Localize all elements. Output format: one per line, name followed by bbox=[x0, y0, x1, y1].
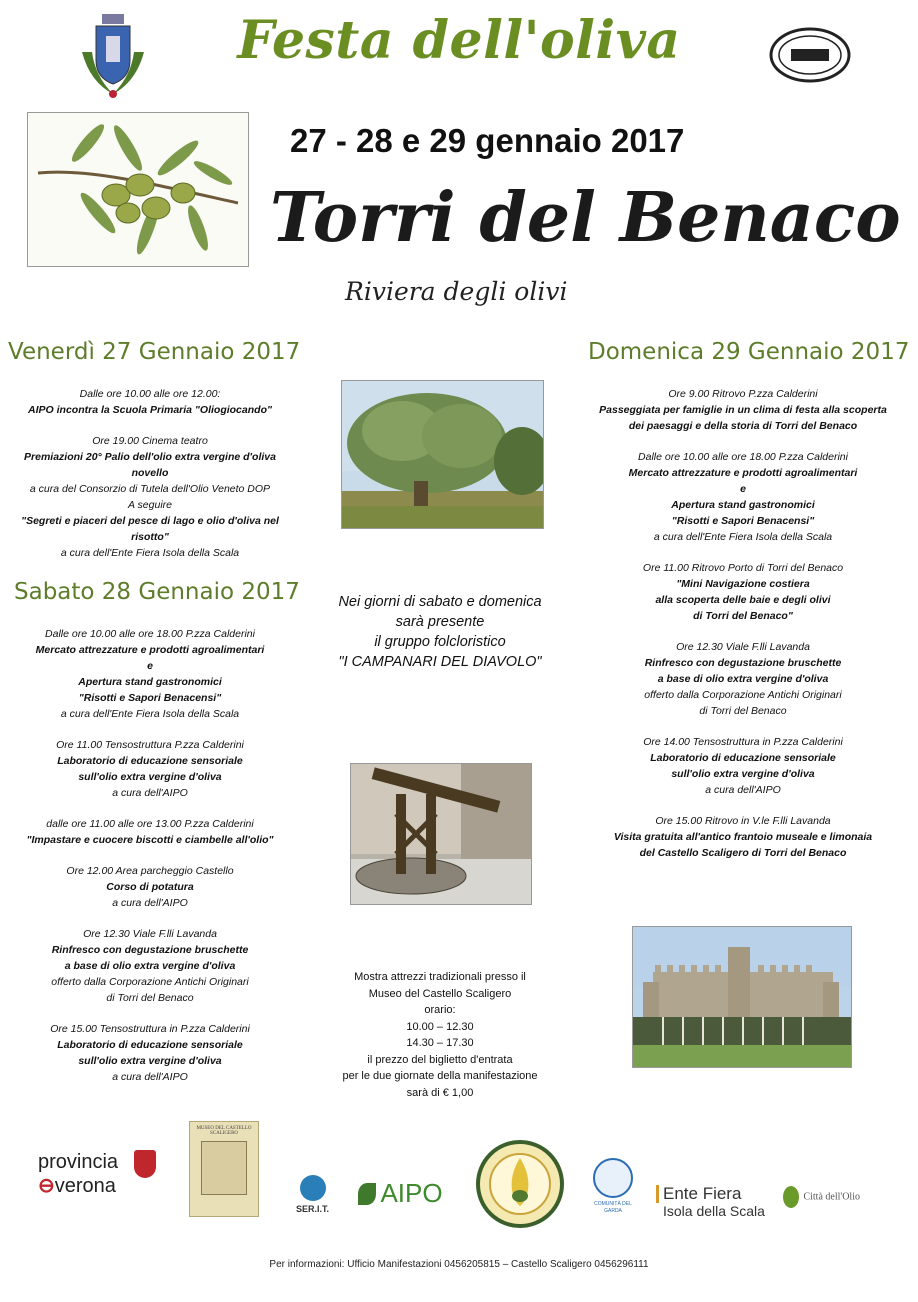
event-block: Dalle ore 10.00 alle ore 12.00: AIPO incontra la Scuola Primaria "Oliogiocando" bbox=[28, 388, 272, 416]
citta-olio-logo: Città dell'Olio bbox=[783, 1186, 883, 1226]
sunday-heading: Domenica 29 Gennaio 2017 bbox=[588, 339, 910, 365]
event-block: Dalle ore 10.00 alle ore 18.00 P.zza Calderini Mercato attrezzature e prodotti agroalimentari e Apertura stand gastronomici "Risotti e Sapori Benacensi" a cura dell'Ente Fiera Isola della Scala bbox=[628, 451, 858, 543]
comunita-garda-logo: COMUNITÀ DEL GARDA bbox=[590, 1158, 636, 1220]
event-block: Dalle ore 10.00 alle ore 18.00 P.zza Calderini Mercato attrezzature e prodotti agroalimentari e Apertura stand gastronomici "Risotti e Sapori Benacensi" a cura dell'Ente Fiera Isola della Scala bbox=[35, 628, 265, 720]
olive-press-photo bbox=[350, 763, 532, 905]
friday-program bbox=[0, 386, 300, 576]
event-block: Ore 12.30 Viale F.lli Lavanda Rinfresco con degustazione bruschette a base di olio extra vergine d'oliva offerto dalla Corporazione Antichi Originari di Torri del Benaco bbox=[644, 641, 842, 717]
event-block: Ore 11.00 Tensostruttura P.zza Calderini Laboratorio di educazione sensoriale sull'olio extra vergine d'oliva a cura dell'AIPO bbox=[56, 739, 244, 799]
event-block: Ore 9.00 Ritrovo P.zza Calderini Passeggiata per famiglie in un clima di festa alla scoperta dei paesaggi e della storia di Torri del Benaco bbox=[599, 388, 887, 432]
consortium-emblem bbox=[476, 1140, 564, 1228]
friday-heading: Venerdì 27 Gennaio 2017 bbox=[8, 339, 301, 365]
sunday-program bbox=[578, 386, 908, 876]
event-block: Ore 14.00 Tensostruttura in P.zza Calderini Laboratorio di educazione sensoriale sull'olio extra vergine d'oliva a cura dell'AIPO bbox=[643, 736, 843, 796]
serit-icon bbox=[300, 1175, 326, 1201]
olive-icon bbox=[783, 1186, 799, 1208]
olive-branch-image bbox=[27, 112, 249, 267]
olive-tree-photo bbox=[341, 380, 544, 529]
ente-fiera-logo: Ente Fiera Isola della Scala bbox=[656, 1185, 768, 1225]
event-block: Ore 12.30 Viale F.lli Lavanda Rinfresco con degustazione bruschette a base di olio extra vergine d'oliva offerto dalla Corporazione Antichi Originari di Torri del Benaco bbox=[51, 928, 249, 1004]
shield-icon bbox=[134, 1150, 156, 1178]
stamp-logo bbox=[769, 27, 851, 83]
event-block: Ore 15.00 Ritrovo in V.le F.lli Lavanda Visita gratuita all'antico frantoio museale e limonaia del Castello Scaligero di Torri del Benaco bbox=[613, 815, 873, 859]
event-block: Ore 11.00 Ritrovo Porto di Torri del Benaco "Mini Navigazione costiera alla scoperta delle baie e degli olivi di Torri del Benaco" bbox=[642, 562, 844, 622]
event-block: Ore 12.00 Area parcheggio Castello Corso di potatura a cura dell'AIPO bbox=[66, 865, 234, 909]
olive-leaf-icon bbox=[358, 1183, 376, 1205]
provincia-verona-logo: provincia ⊖verona bbox=[38, 1150, 160, 1210]
tower-icon bbox=[593, 1158, 633, 1198]
contact-info: Per informazioni: Ufficio Manifestazioni 0456205815 – Castello Scaligero 0456296111 bbox=[269, 1259, 649, 1270]
museum-note: Mostra attrezzi tradizionali presso il Museo del Castello Scaligero orario: 10.00 – 12.30 14.30 – 17.30 il prezzo del biglietto d'entrata per le due giornate della manifestazione sarà di € 1,00 bbox=[342, 971, 538, 1099]
poster-title: Festa dell'oliva bbox=[237, 10, 681, 71]
saturday-heading: Sabato 28 Gennaio 2017 bbox=[14, 579, 300, 605]
serit-logo: SER.I.T. bbox=[285, 1175, 340, 1220]
castle-photo bbox=[632, 926, 852, 1068]
aipo-logo: AIPO bbox=[358, 1178, 453, 1223]
museum-card-logo: MUSEO DEL CASTELLO SCALIGERO bbox=[189, 1121, 259, 1217]
event-block: Ore 19.00 Cinema teatro Premiazioni 20° Palio dell'olio extra vergine d'oliva novello a cura del Consorzio di Tutela dell'Olio Veneto DOP A seguire "Segreti e piaceri del pesce di lago e olio d'oliva nel risotto" a cura dell'Ente Fiera Isola della Scala bbox=[21, 435, 279, 559]
town-name: Torri del Benaco bbox=[270, 178, 901, 258]
event-dates: 27 - 28 e 29 gennaio 2017 bbox=[290, 122, 685, 159]
event-block: dalle ore 11.00 alle ore 13.00 P.zza Calderini "Impastare e cuocere biscotti e ciambelle all'olio" bbox=[26, 818, 274, 846]
saturday-program bbox=[0, 626, 300, 1100]
subtitle: Riviera degli olivi bbox=[345, 277, 568, 306]
folk-group-note: Nei giorni di sabato e domenica sarà presente il gruppo folcloristico "I CAMPANARI DEL DIAVOLO" bbox=[338, 594, 542, 670]
event-block: Ore 15.00 Tensostruttura in P.zza Calderini Laboratorio di educazione sensoriale sull'olio extra vergine d'oliva a cura dell'AIPO bbox=[50, 1023, 250, 1083]
castle-engraving-icon bbox=[201, 1141, 247, 1195]
